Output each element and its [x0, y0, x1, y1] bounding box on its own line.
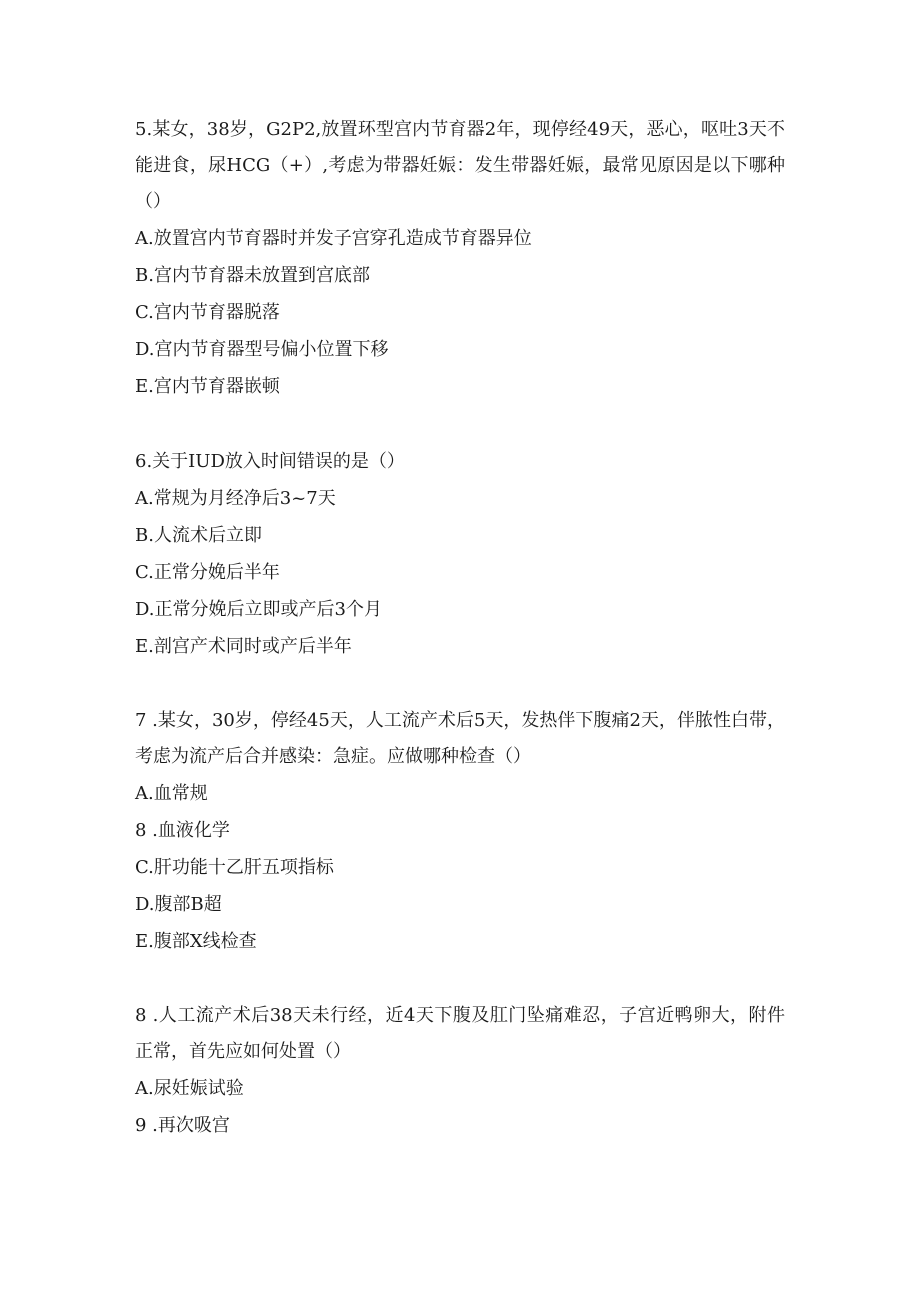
question-5: [135, 112, 785, 405]
option-b: B.人流术后立即: [135, 525, 262, 546]
question-6: [135, 444, 785, 665]
option-b: B.宫内节育器未放置到宫底部: [135, 265, 370, 286]
question-stem: 6.关于IUD放入时间错误的是（）: [135, 451, 405, 472]
option-a: A.放置宫内节育器时并发子宫穿孔造成节育器异位: [135, 228, 532, 249]
option-c: C.宫内节育器脱落: [135, 302, 280, 323]
option-d: D.正常分娩后立即或产后3个月: [135, 599, 382, 620]
option-b: 9 .再次吸宫: [135, 1115, 230, 1136]
option-c: C.正常分娩后半年: [135, 562, 280, 583]
option-b: 8 .血液化学: [135, 820, 230, 841]
option-a: A.常规为月经净后3~7天: [135, 488, 336, 509]
question-7: [135, 703, 785, 960]
option-e: E.宫内节育器嵌顿: [135, 376, 280, 397]
question-stem: 5.某女，38岁，G2P2,放置环型宫内节育器2年，现停经49天，恶心，呕吐3天不能进食，尿HCG（+）,考虑为带器妊娠：发生带器妊娠，最常见原因是以下哪种（）: [135, 119, 785, 212]
option-d: D.腹部B超: [135, 894, 222, 915]
option-e: E.剖宫产术同时或产后半年: [135, 636, 352, 657]
option-d: D.宫内节育器型号偏小位置下移: [135, 339, 389, 360]
option-a: A.尿妊娠试验: [135, 1078, 244, 1099]
question-8: [135, 998, 785, 1144]
question-stem: 8 .人工流产术后38天未行经，近4天下腹及肛门坠痛难忍，子宫近鸭卵大，附件正常，首先应如何处置（）: [135, 1005, 785, 1062]
option-c: C.肝功能十乙肝五项指标: [135, 857, 334, 878]
question-stem: 7 .某女，30岁，停经45天，人工流产术后5天，发热伴下腹痛2天，伴脓性白带，考虑为流产后合并感染：急症。应做哪种检查（）: [135, 710, 785, 767]
option-e: E.腹部X线检查: [135, 931, 257, 952]
option-a: A.血常规: [135, 783, 208, 804]
